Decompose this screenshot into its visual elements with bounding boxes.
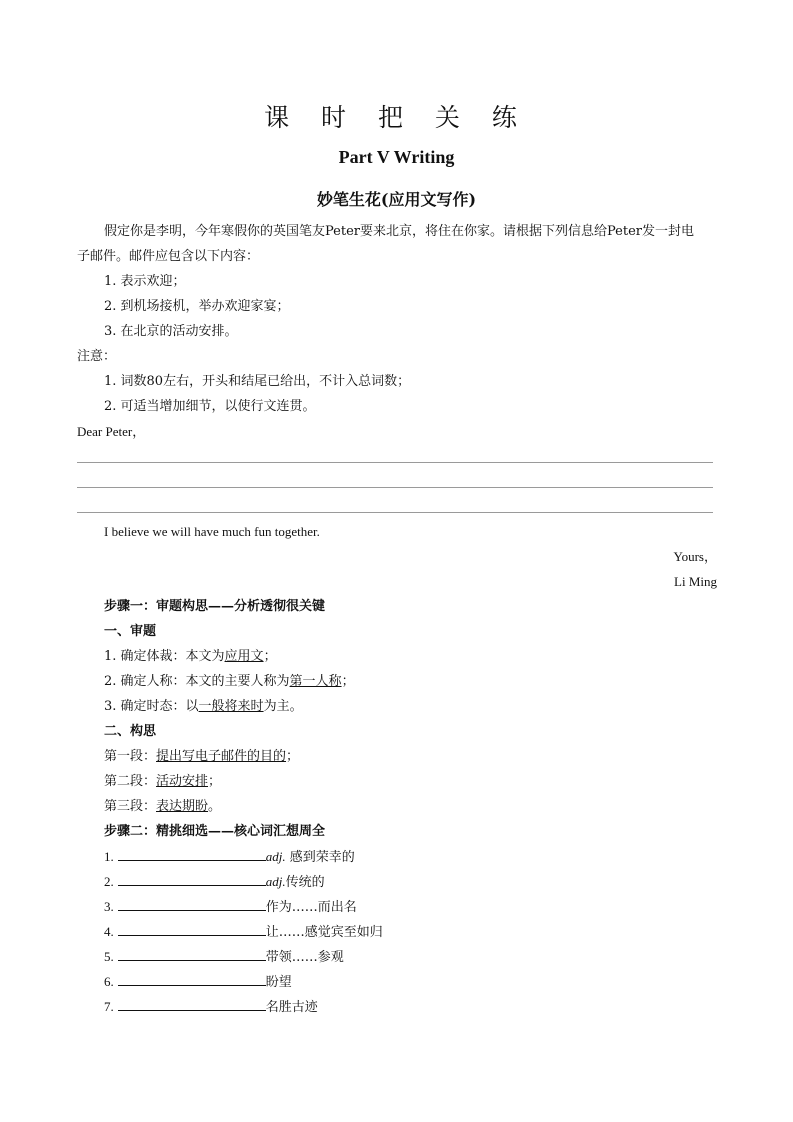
vocab-meaning: 名胜古迹 xyxy=(265,1000,318,1015)
outline-para-1-suffix: ； xyxy=(286,749,300,764)
analysis-person-prefix: 2. 确定人称：本文的主要人称为 xyxy=(104,674,290,689)
outline-para-3 xyxy=(104,798,221,816)
outline-para-1-prefix: 第一段： xyxy=(104,749,157,764)
analysis-tense-answer: 一般将来时 xyxy=(198,699,264,714)
vocab-meaning: 盼望 xyxy=(265,975,292,990)
analysis-person xyxy=(104,673,355,691)
vocab-number: 2. xyxy=(104,874,114,889)
note-item-2: 2. 可适当增加细节，以使行文连贯。 xyxy=(104,399,316,414)
vocab-item-4 xyxy=(104,923,383,942)
vocab-meaning: 作为……而出名 xyxy=(265,900,357,915)
outline-para-2-suffix: ； xyxy=(208,774,222,789)
answer-blank[interactable] xyxy=(118,923,266,936)
analysis-genre-suffix: ； xyxy=(263,649,277,664)
prompt-item-2: 2. 到机场接机，举办欢迎家宴； xyxy=(104,299,290,314)
writing-line-3 xyxy=(77,512,713,513)
prompt-line-1: 假定你是李明，今年寒假你的英国笔友Peter要来北京，将住在你家。请根据下列信息给Peter发一封电 xyxy=(104,224,694,239)
letter-greeting: Dear Peter， xyxy=(77,424,146,439)
answer-blank[interactable] xyxy=(118,898,266,911)
vocab-pos: adj. xyxy=(265,849,286,864)
step1-heading: 步骤一：审题构思——分析透彻很关键 xyxy=(104,599,326,614)
vocab-item-2 xyxy=(104,873,325,892)
analysis-tense-suffix: 为主。 xyxy=(263,699,303,714)
vocab-number: 7. xyxy=(104,999,114,1014)
page-title: 课 时 把 关 练 xyxy=(264,103,529,132)
vocab-item-1 xyxy=(104,848,355,867)
writing-line-1 xyxy=(77,462,713,463)
answer-blank[interactable] xyxy=(118,948,266,961)
vocab-pos: adj. xyxy=(265,874,286,889)
vocab-number: 5. xyxy=(104,949,114,964)
vocab-meaning: 让……感觉宾至如归 xyxy=(265,925,383,940)
note-label: 注意： xyxy=(77,349,117,364)
vocab-item-7 xyxy=(104,998,318,1017)
outline-para-3-suffix: 。 xyxy=(208,799,222,814)
analysis-person-suffix: ； xyxy=(341,674,355,689)
answer-blank[interactable] xyxy=(118,973,266,986)
analysis-genre xyxy=(104,648,277,666)
letter-signature: Li Ming xyxy=(674,574,717,589)
analysis-genre-prefix: 1. 确定体裁：本文为 xyxy=(104,649,225,664)
vocab-number: 4. xyxy=(104,924,114,939)
outline-para-2 xyxy=(104,773,221,791)
answer-blank[interactable] xyxy=(118,998,266,1011)
vocab-number: 3. xyxy=(104,899,114,914)
answer-blank[interactable] xyxy=(118,873,266,886)
vocab-number: 6. xyxy=(104,974,114,989)
vocab-number: 1. xyxy=(104,849,114,864)
letter-closing-sentence: I believe we will have much fun together. xyxy=(104,524,320,539)
outline-para-2-answer: 活动安排 xyxy=(156,774,209,789)
vocab-meaning: 传统的 xyxy=(285,875,325,890)
note-item-1: 1. 词数80左右，开头和结尾已给出，不计入总词数； xyxy=(104,374,411,389)
step1-sub1: 一、审题 xyxy=(104,624,157,639)
outline-para-2-prefix: 第二段： xyxy=(104,774,157,789)
prompt-line-2: 子邮件。邮件应包含以下内容： xyxy=(77,249,260,264)
analysis-tense-prefix: 3. 确定时态：以 xyxy=(104,699,199,714)
section-title: 妙笔生花(应用文写作) xyxy=(316,190,477,209)
vocab-item-5 xyxy=(104,948,344,967)
prompt-item-1: 1. 表示欢迎； xyxy=(104,274,186,289)
vocab-meaning: 带领……参观 xyxy=(265,950,344,965)
outline-para-1 xyxy=(104,748,299,766)
letter-signoff: Yours， xyxy=(673,549,717,564)
answer-blank[interactable] xyxy=(118,848,266,861)
outline-para-1-answer: 提出写电子邮件的目的 xyxy=(156,749,287,764)
outline-para-3-answer: 表达期盼 xyxy=(156,799,209,814)
analysis-tense xyxy=(104,698,303,716)
vocab-item-6 xyxy=(104,973,292,992)
prompt-item-3: 3. 在北京的活动安排。 xyxy=(104,324,238,339)
step1-sub2: 二、构思 xyxy=(104,724,157,739)
writing-line-2 xyxy=(77,487,713,488)
analysis-genre-answer: 应用文 xyxy=(224,649,264,664)
analysis-person-answer: 第一人称 xyxy=(289,674,342,689)
step2-heading: 步骤二：精挑细选——核心词汇想周全 xyxy=(104,824,326,839)
part-subtitle: Part V Writing xyxy=(338,147,455,167)
vocab-item-3 xyxy=(104,898,357,917)
vocab-meaning: 感到荣幸的 xyxy=(289,850,355,865)
outline-para-3-prefix: 第三段： xyxy=(104,799,157,814)
